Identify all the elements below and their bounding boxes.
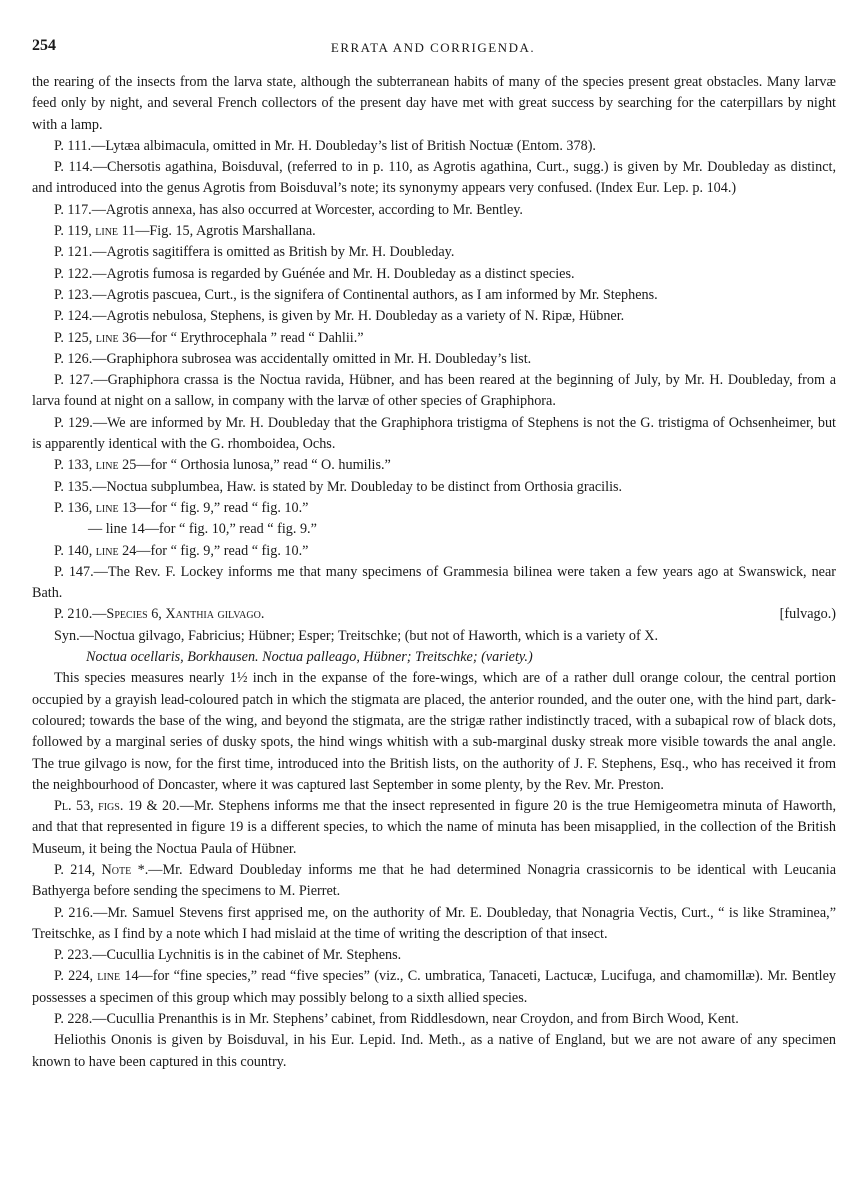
- paragraph-text: —for “fine species,” read “five species” (viz., C. umbratica, Tanaceti, Lactucæ, Lucifuga, and chamomillæ). Mr. Bentley possesses a specimen of this group which may possibly belong to a sixth allied species.: [32, 968, 836, 1006]
- paragraph-lead: P. 123.: [54, 286, 93, 303]
- paragraph-text: —Lytæa albimacula, omitted in Mr. H. Doubleday’s list of British Noctuæ (Entom. 378).: [91, 137, 596, 154]
- paragraph-lead: P. 216.: [54, 904, 94, 921]
- paragraph-text: —Graphiphora crassa is the Noctua ravida, Hübner, and has been reared at the beginning of July, by Mr. H. Doubleday, from a larva found at night on a sallow, in company with the larvæ of other species of Graphiphora.: [32, 372, 836, 410]
- paragraph: [32, 328, 836, 349]
- paragraph-text: —Agrotis annexa, has also occurred at Worcester, according to Mr. Bentley.: [91, 201, 523, 218]
- paragraph-text: This species measures nearly 1½ inch in the expanse of the fore-wings, which are of a rather dull orange colour, the central portion occupied by a grayish lead-coloured patch in which the stigmata are placed, the anterior rounded, and the outer one, with the hind part, dark-coloured; towards the base of the wing, and beyond the stigmata, are the strigæ rather indistinctly traced, with a subapical row of black dots, followed by a marginal series of dusky spots, the hind wings whitish with a sub-marginal dusky streak more visible towards the anal angle. The true gilvago is now, for the first time, introduced into the British lists, on the authority of J. F. Stephens, Esq., who has received it from the neighbourhood of Doncaster, where it was captured last September in some plenty, by the Rev. Mr. Preston.: [32, 670, 836, 793]
- paragraph: [32, 136, 836, 157]
- paragraph-lead: P. 133, line 25: [54, 457, 137, 474]
- paragraph-text: —Cucullia Lychnitis is in the cabinet of Mr. Stephens.: [92, 947, 402, 964]
- species-heading-row: [32, 604, 836, 625]
- paragraph-lead: P. 122.: [54, 265, 93, 282]
- paragraph: [32, 242, 836, 263]
- paragraph: [32, 668, 836, 796]
- paragraph: [32, 562, 836, 605]
- paragraph: [32, 349, 836, 370]
- page-body: [32, 72, 836, 1073]
- paragraph-lead: P. 117.: [54, 201, 92, 218]
- paragraph: [32, 455, 836, 476]
- paragraph: [32, 903, 836, 946]
- paragraph: [32, 306, 836, 327]
- paragraph-lead: P. 223.: [54, 947, 93, 964]
- paragraph: [32, 413, 836, 456]
- paragraph: [32, 157, 836, 200]
- paragraph-text: —Agrotis pascuea, Curt., is the signifera of Continental authors, as I am informed by Mr. Stephens.: [92, 286, 658, 303]
- paragraph: [32, 285, 836, 306]
- paragraph-lead: P. 119, line 11: [54, 223, 136, 240]
- paragraph-text: —for “ fig. 9,” read “ fig. 10.”: [136, 542, 309, 559]
- paragraph-lead: P. 129.: [54, 414, 93, 431]
- paragraph-text: —Graphiphora subrosea was accidentally omitted in Mr. H. Doubleday’s list.: [92, 350, 532, 367]
- paragraph-lead: P. 140, line 24: [54, 542, 137, 559]
- paragraph-lead: P. 111.: [54, 137, 92, 154]
- synonymy-line: Noctua ocellaris, Borkhausen. Noctua palleago, Hübner; Treitschke; (variety.): [86, 649, 533, 666]
- paragraph-lead: —: [88, 521, 103, 538]
- paragraph-text: —for “ fig. 9,” read “ fig. 10.”: [136, 499, 309, 516]
- paragraph-lead: P. 136, line 13: [54, 499, 137, 516]
- paragraph-lead: P. 114.: [54, 159, 93, 176]
- paragraph-text: —The Rev. F. Lockey informs me that many specimens of Grammesia bilinea were taken a few years ago at Swanswick, near Bath.: [32, 563, 836, 602]
- paragraph: [32, 541, 836, 562]
- paragraph-text: —Agrotis fumosa is regarded by Guénée and Mr. H. Doubleday as a distinct species.: [92, 265, 575, 282]
- paragraph-text: line 14—for “ fig. 10,” read “ fig. 9.”: [102, 521, 317, 538]
- synonymy-line: Syn.—Noctua gilvago, Fabricius; Hübner; Esper; Treitschke; (but not of Haworth, which is a variety of X.: [54, 627, 659, 644]
- running-head: ERRATA AND CORRIGENDA.: [330, 40, 536, 55]
- paragraph-text: —Agrotis nebulosa, Stephens, is given by Mr. H. Doubleday as a variety of N. Ripæ, Hübner.: [92, 308, 625, 325]
- paragraph-lead: P. 126.: [54, 350, 93, 367]
- paragraph-lead: Pl. 53, figs. 19 & 20.: [54, 798, 180, 815]
- paragraph-lead: P. 127.: [54, 372, 94, 389]
- paragraph: [32, 1030, 836, 1073]
- paragraph-lead: P. 228.: [54, 1011, 93, 1028]
- paragraph: [32, 221, 836, 242]
- species-bracket-note: [fulvago.): [779, 606, 836, 623]
- paragraph-text: —Mr. Stephens informs me that the insect represented in figure 20 is the true Hemigeometra minuta of Haworth, and that that represented in figure 19 is a different species, to which the name of minuta has been misapplied, in the collection of the British Museum, it being the Noctua Paula of Hübner.: [32, 798, 836, 857]
- paragraph-text: —Cucullia Prenanthis is in Mr. Stephens’ cabinet, from Riddlesdown, near Croydon, and from Birch Wood, Kent.: [92, 1011, 739, 1028]
- paragraph-text: —for “ Orthosia lunosa,” read “ O. humilis.”: [136, 457, 391, 474]
- paragraph-lead: P. 135.: [54, 478, 93, 495]
- paragraph: [32, 264, 836, 285]
- paragraph: [32, 966, 836, 1009]
- paragraph-text: —We are informed by Mr. H. Doubleday that the Graphiphora tristigma of Stephens is not the G. tristigma of Ochsenheimer, but is apparently identical with the G. rhomboidea, Ochs.: [32, 414, 836, 453]
- paragraph-lead: P. 147.: [54, 563, 94, 580]
- species-heading: P. 210.—Species 6, Xanthia gilvago.: [54, 606, 265, 623]
- paragraph: [32, 477, 836, 498]
- paragraph-text: the rearing of the insects from the larva state, although the subterranean habits of many of the species present great obstacles. Many larvæ feed only by night, and several French collectors of the present day have met with great success by searching for the caterpillars by night with a lamp.: [32, 74, 836, 133]
- paragraph-text: —Mr. Samuel Stevens first apprised me, on the authority of Mr. E. Doubleday, that Nonagria Vectis, Curt., “ is like Straminea,” Treitschke, as I find by a note which I had mislaid at the time of writing the description of that insect.: [32, 904, 836, 942]
- paragraph-lead: P. 125, line 36: [54, 329, 137, 346]
- paragraph-lead: P. 214, Note *.: [54, 861, 149, 878]
- page-header: [32, 35, 834, 59]
- paragraph: [32, 72, 836, 136]
- paragraph: [32, 498, 836, 519]
- paragraph: [32, 860, 836, 903]
- paragraph: [32, 1009, 836, 1030]
- paragraph-text: —Agrotis sagitiffera is omitted as British by Mr. H. Doubleday.: [92, 244, 455, 261]
- paragraph: [32, 796, 836, 860]
- page-number: 254: [32, 37, 56, 54]
- paragraph-lead: P. 224, line 14: [54, 968, 139, 985]
- paragraph-text: —Chersotis agathina, Boisduval, (referred to in p. 110, as Agrotis agathina, Curt., sugg.) is given by Mr. Doubleday as distinct, and introduced into the genus Agrotis from Boisduval’s note; its synonymy appears very confused. (Index Eur. Lep. p. 104.): [32, 159, 836, 197]
- paragraph-lead: P. 124.: [54, 308, 93, 325]
- paragraph-lead: P. 121.: [54, 244, 93, 261]
- paragraph-text: —for “ Erythrocephala ” read “ Dahlii.”: [136, 329, 364, 346]
- paragraph: [32, 519, 836, 540]
- paragraph-text: —Noctua subplumbea, Haw. is stated by Mr. Doubleday to be distinct from Orthosia gracilis.: [92, 478, 623, 495]
- paragraph-text: —Fig. 15, Agrotis Marshallana.: [135, 223, 316, 240]
- paragraph-text: Heliothis Ononis is given by Boisduval, in his Eur. Lepid. Ind. Meth., as a native of England, but we are not aware of any specimen known to have been captured in this country.: [32, 1032, 836, 1070]
- paragraph: [32, 200, 836, 221]
- paragraph-text: —Mr. Edward Doubleday informs me that he had determined Nonagria crassicornis to be identical with Leucania Bathyerga before sending the specimens to M. Pierret.: [32, 861, 836, 900]
- paragraph: [32, 370, 836, 413]
- paragraph: [32, 945, 836, 966]
